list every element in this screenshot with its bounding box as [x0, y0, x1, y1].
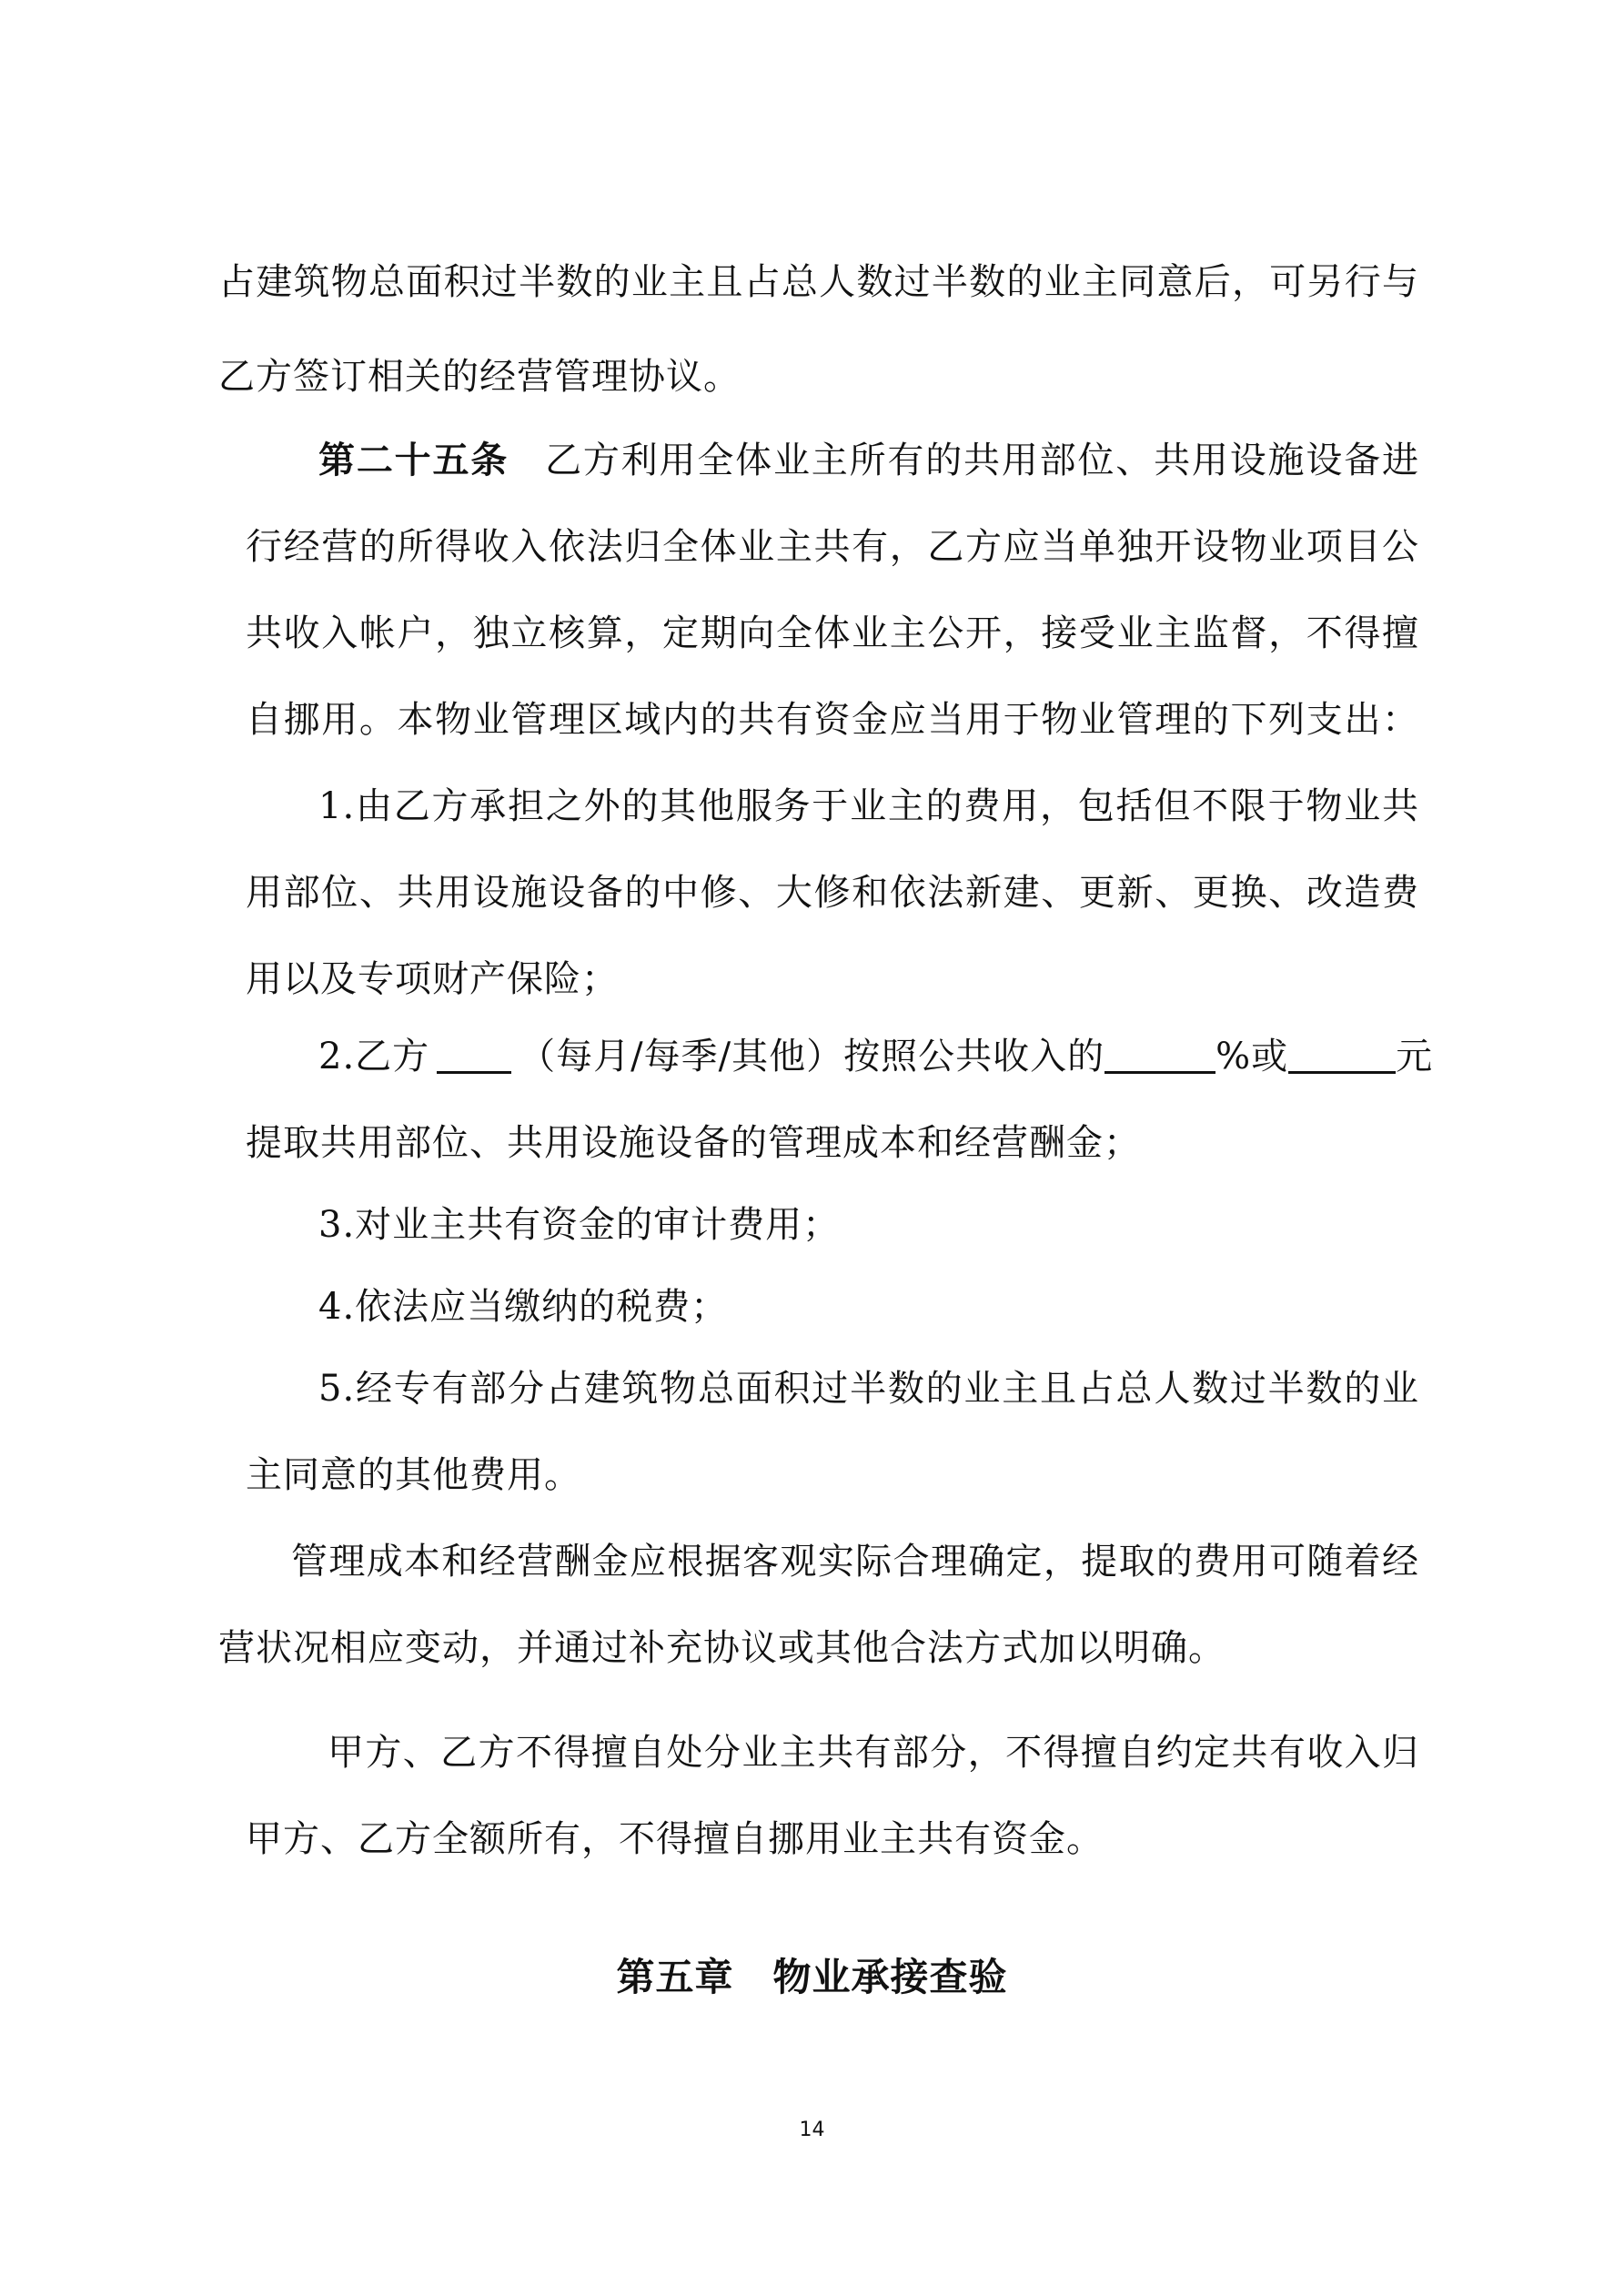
- paragraph-line: 行经营的所得收入依法归全体业主共有，乙方应当单独开设物业项目公: [246, 526, 1419, 568]
- paragraph-line: 管理成本和经营酬金应根据客观实际合理确定，提取的费用可随着经: [291, 1541, 1419, 1583]
- list-item-line: 用以及专项财产保险；: [246, 958, 619, 1000]
- list-item-line: 4.依法应当缴纳的税费；: [318, 1286, 729, 1328]
- item-2-middle: （每月/每季/其他）按照公共收入的: [519, 1036, 1105, 1077]
- chapter-title: 第五章 物业承接查验: [616, 1955, 1008, 1999]
- percent-or-label: %或: [1215, 1036, 1289, 1077]
- item-2-prefix: 2.乙方: [318, 1036, 430, 1077]
- paragraph-line: 甲方、乙方全额所有，不得擅自挪用业主共有资金。: [246, 1818, 1104, 1860]
- paragraph-line: 占建筑物总面积过半数的业主且占总人数过半数的业主同意后，可另行与: [218, 261, 1419, 303]
- list-item-line: 5.经专有部分占建筑物总面积过半数的业主且占总人数过半数的业: [318, 1368, 1419, 1410]
- paragraph-line: 营状况相应变动，并通过补充协议或其他合法方式加以明确。: [218, 1627, 1226, 1669]
- page-number: 14: [799, 2119, 825, 2141]
- list-item-line: 提取共用部位、共用设施设备的管理成本和经营酬金；: [246, 1122, 1141, 1164]
- article-text: 乙方利用全体业主所有的共用部位、共用设施设备进: [545, 440, 1420, 481]
- article-label: 第二十五条: [318, 439, 509, 481]
- list-item-line: 用部位、共用设施设备的中修、大修和依法新建、更新、更换、改造费: [246, 872, 1419, 914]
- percent-blank: [1105, 1035, 1215, 1074]
- paragraph-line: 乙方签订相关的经营管理协议。: [218, 356, 741, 398]
- paragraph-line: 共收入帐户，独立核算，定期向全体业主公开，接受业主监督，不得擅: [246, 612, 1419, 654]
- paragraph-line: 甲方、乙方不得擅自处分业主共有部分，不得擅自约定共有收入归: [328, 1732, 1419, 1774]
- list-item-line: 主同意的其他费用。: [246, 1454, 581, 1496]
- paragraph-line: 自挪用。本物业管理区域内的共有资金应当用于物业管理的下列支出：: [246, 699, 1419, 741]
- list-item-line: 3.对业主共有资金的审计费用；: [318, 1204, 841, 1246]
- period-blank: [437, 1035, 511, 1074]
- list-item-line: 1.由乙方承担之外的其他服务于业主的费用，包括但不限于物业共: [318, 785, 1419, 827]
- amount-blank: [1288, 1035, 1396, 1074]
- article-25-first-line: [318, 428, 1419, 493]
- yuan-label: 元: [1396, 1036, 1434, 1077]
- list-item-2-line-1: [318, 1024, 1434, 1089]
